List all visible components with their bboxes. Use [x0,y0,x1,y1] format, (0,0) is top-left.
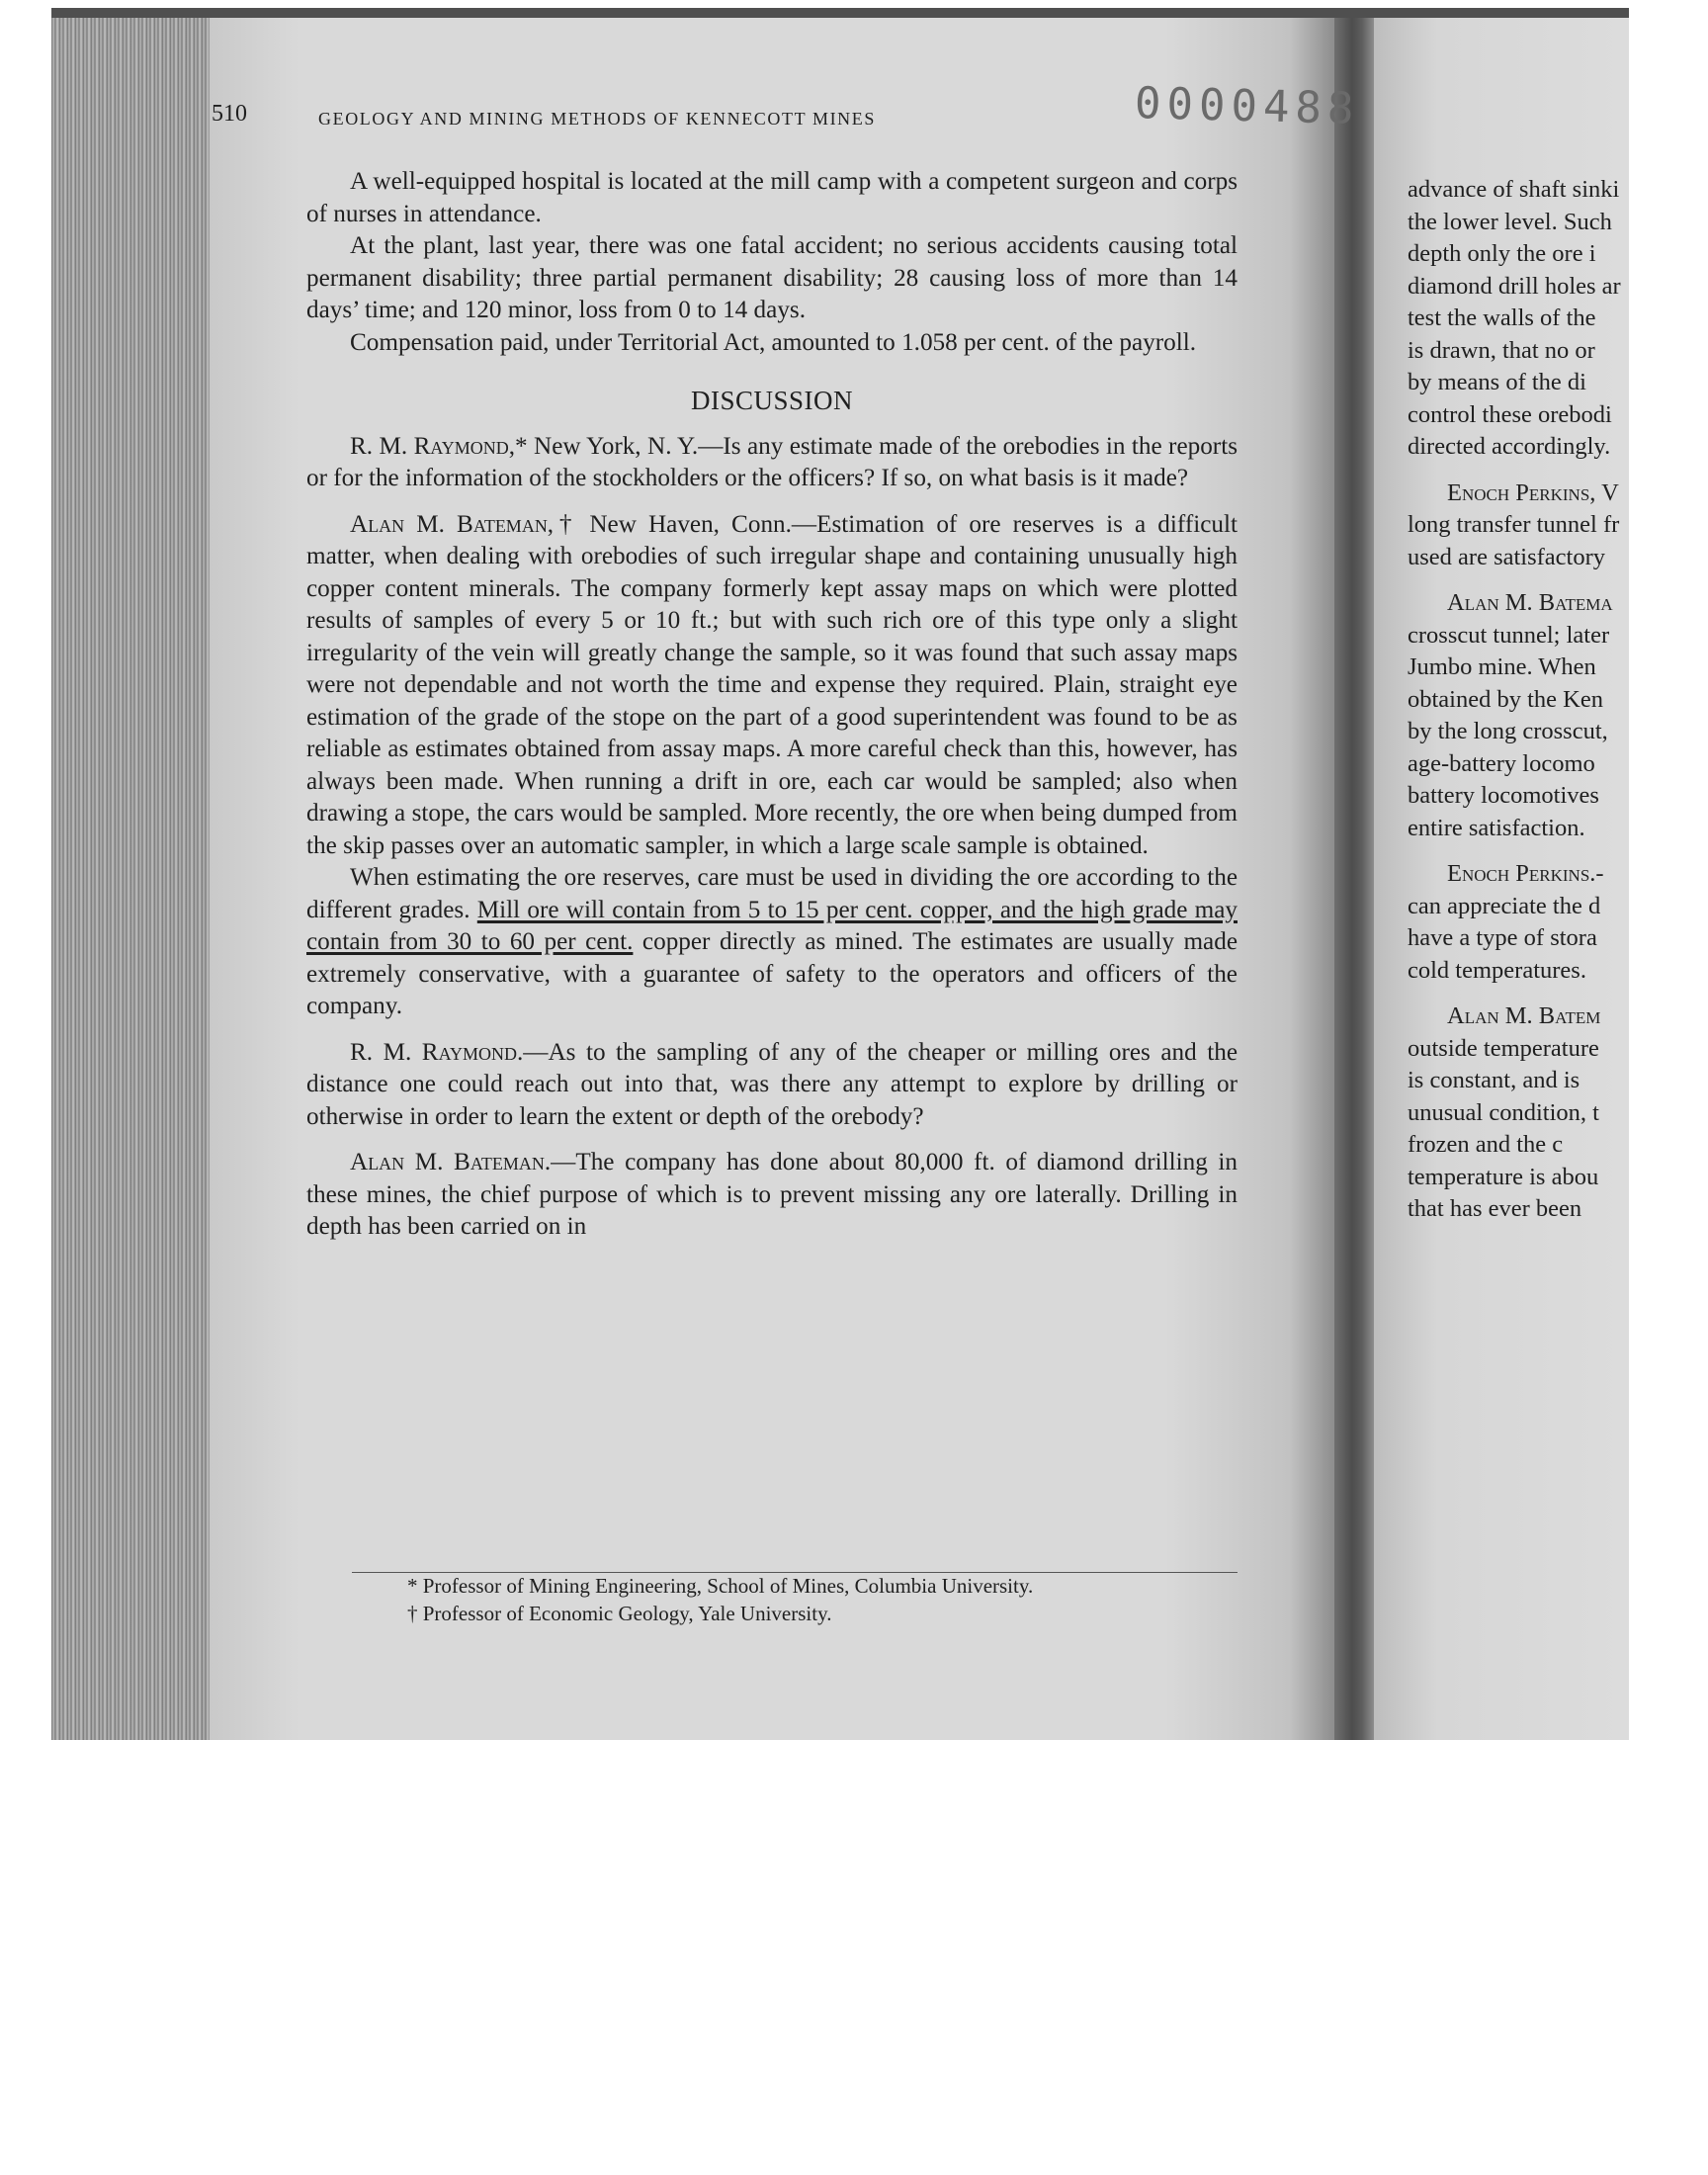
right-page-line: is drawn, that no or [1408,336,1595,364]
right-page-line: by the long crosscut, [1408,718,1608,744]
document-stamp-number: 0000488 [1134,78,1361,134]
right-page [1374,8,1629,1740]
paragraph-text: † New Haven, Conn.—Estimation of ore reserves is a difficult matter, when dealing with orebodies of such irregular shape and containing unusually high copper content minerals. The company formerly kept assay maps on which were plotted results of samples of every 5 or 10 ft.; but with such rich ore of this type only a slight irregularity of the vein will greatly change the sample, so it was found that such assay maps were not dependable and not worth the time and expense they required. Plain, straight eye estimation of the grade of the stope on the part of a good superintendent was found to be as reliable as estimates obtained from assay maps. A more careful check than this, however, has always been made. When running a drift in ore, each car would be sampled; also when drawing a stope, the cars would be sampled. More recently, the ore when being dumped from the skip passes over an automatic sampler, in which a large scale sample is obtained. [306,510,1238,859]
speaker-name: R. M. Raymond. [350,1038,524,1066]
right-page-line: obtained by the Ken [1408,685,1603,713]
right-page-line: used are satisfactory [1408,543,1605,570]
right-page-line: cold temperatures. [1408,956,1586,984]
right-page-line: Jumbo mine. When [1408,653,1596,680]
paragraph-accidents: At the plant, last year, there was one fatal accident; no serious accidents causing total permanent disability; three partial permanent disability; 28 causing loss of more than 14 days’ time; and 120 minor, loss from 0 to 14 days. [306,232,1238,323]
paragraph-text: —As to the sampling of any of the cheaper or milling ores and the distance one could reach out into that, was there any attempt to explore by drilling or otherwise in order to learn the extent or depth of the orebody? [306,1038,1238,1130]
paragraph-text: When estimating the ore reserves, care must be used in dividing the ore according to the different grades. [306,864,1238,923]
right-page-line: that has ever been [1408,1195,1582,1222]
paragraph-raymond-question [306,431,1238,495]
right-page-line: is constant, and is [1408,1067,1580,1093]
right-page-text [1408,174,1629,1226]
right-page-line: age-battery locomo [1408,749,1595,777]
speaker-name: R. M. Raymond, [350,432,516,460]
paragraph-ore-grades [306,862,1238,1023]
right-page-line: directed accordingly. [1408,433,1611,460]
right-page-line: long transfer tunnel fr [1408,511,1620,538]
right-page-line: the lower level. Such [1408,208,1612,235]
paragraph-gap [1408,987,1629,1000]
paragraph-text: * New York, N. Y.—Is any estimate made of the orebodies in the reports or for the information of the stockholders or the officers? If so, on what basis is it made? [306,432,1238,491]
paragraph-raymond-sampling [306,1037,1238,1134]
right-page-line: frozen and the c [1408,1131,1564,1158]
right-page-line: temperature is abou [1408,1163,1599,1190]
speaker-name: Alan M. Bateman. [350,1149,552,1175]
page-number: 510 [212,101,247,127]
book-gutter [1334,8,1374,1740]
paragraph-gap [1408,464,1629,478]
paragraph-text: copper directly as mined. The estimates are usually made extremely conservative, with a guarantee of safety to the operators and officers of the company. [306,928,1238,1019]
paragraph-hospital: A well-equipped hospital is located at the mill camp with a competent surgeon and corps of nurses in attendance. [306,168,1238,227]
paragraph-compensation: Compensation paid, under Territorial Act, amounted to 1.058 per cent. of the payroll. [350,328,1197,356]
footnote-columbia: * Professor of Mining Engineering, School of Mines, Columbia University. [407,1574,1034,1598]
right-page-line: Enoch Perkins, V [1447,478,1619,506]
paragraph-gap [1408,573,1629,587]
right-page-line: battery locomotives [1408,782,1599,809]
paragraph-text: —The company has done about 80,000 ft. of diamond drilling in these mines, the chief purpose of which is to prevent missing any ore laterally. Drilling in depth has been carried on in [306,1149,1238,1240]
right-page-line: depth only the ore i [1408,240,1596,267]
speaker-name: Alan M. Bateman, [350,510,555,538]
right-page-line: can appreciate the d [1408,892,1601,919]
right-page-line: outside temperature [1408,1034,1599,1062]
right-page-line: advance of shaft sinki [1408,176,1620,203]
paragraph-gap [1408,844,1629,858]
right-page-line: entire satisfaction. [1408,814,1585,841]
right-page-line: have a type of stora [1408,924,1597,951]
footnote-yale: † Professor of Economic Geology, Yale University. [407,1602,832,1625]
book-page-edges [51,8,210,1740]
scan-top-shadow [51,8,1629,18]
right-page-line: Alan M. Batema [1447,589,1613,616]
paragraph-bateman-answer [306,509,1238,863]
left-page-body [306,166,1238,1244]
right-page-line: control these orebodi [1408,400,1612,428]
underlined-passage: Mill ore will contain from 5 to 15 per cent. copper, and the high grade may contain from 30 to 60 per cent. [306,896,1238,955]
footnotes [407,1572,1238,1627]
right-page-line: by means of the di [1408,369,1586,395]
right-page-line: Enoch Perkins.- [1447,860,1604,887]
paragraph-bateman-drilling [306,1147,1238,1244]
running-head [212,101,1141,140]
right-page-line: unusual condition, t [1408,1098,1599,1126]
right-page-line: test the walls of the [1408,304,1596,331]
right-page-line: Alan M. Batem [1447,1002,1601,1029]
right-page-line: crosscut tunnel; later [1408,621,1610,649]
running-head-title: GEOLOGY AND MINING METHODS OF KENNECOTT MINES [318,109,876,129]
right-page-line: diamond drill holes ar [1408,272,1621,300]
section-heading-discussion: DISCUSSION [690,386,854,415]
